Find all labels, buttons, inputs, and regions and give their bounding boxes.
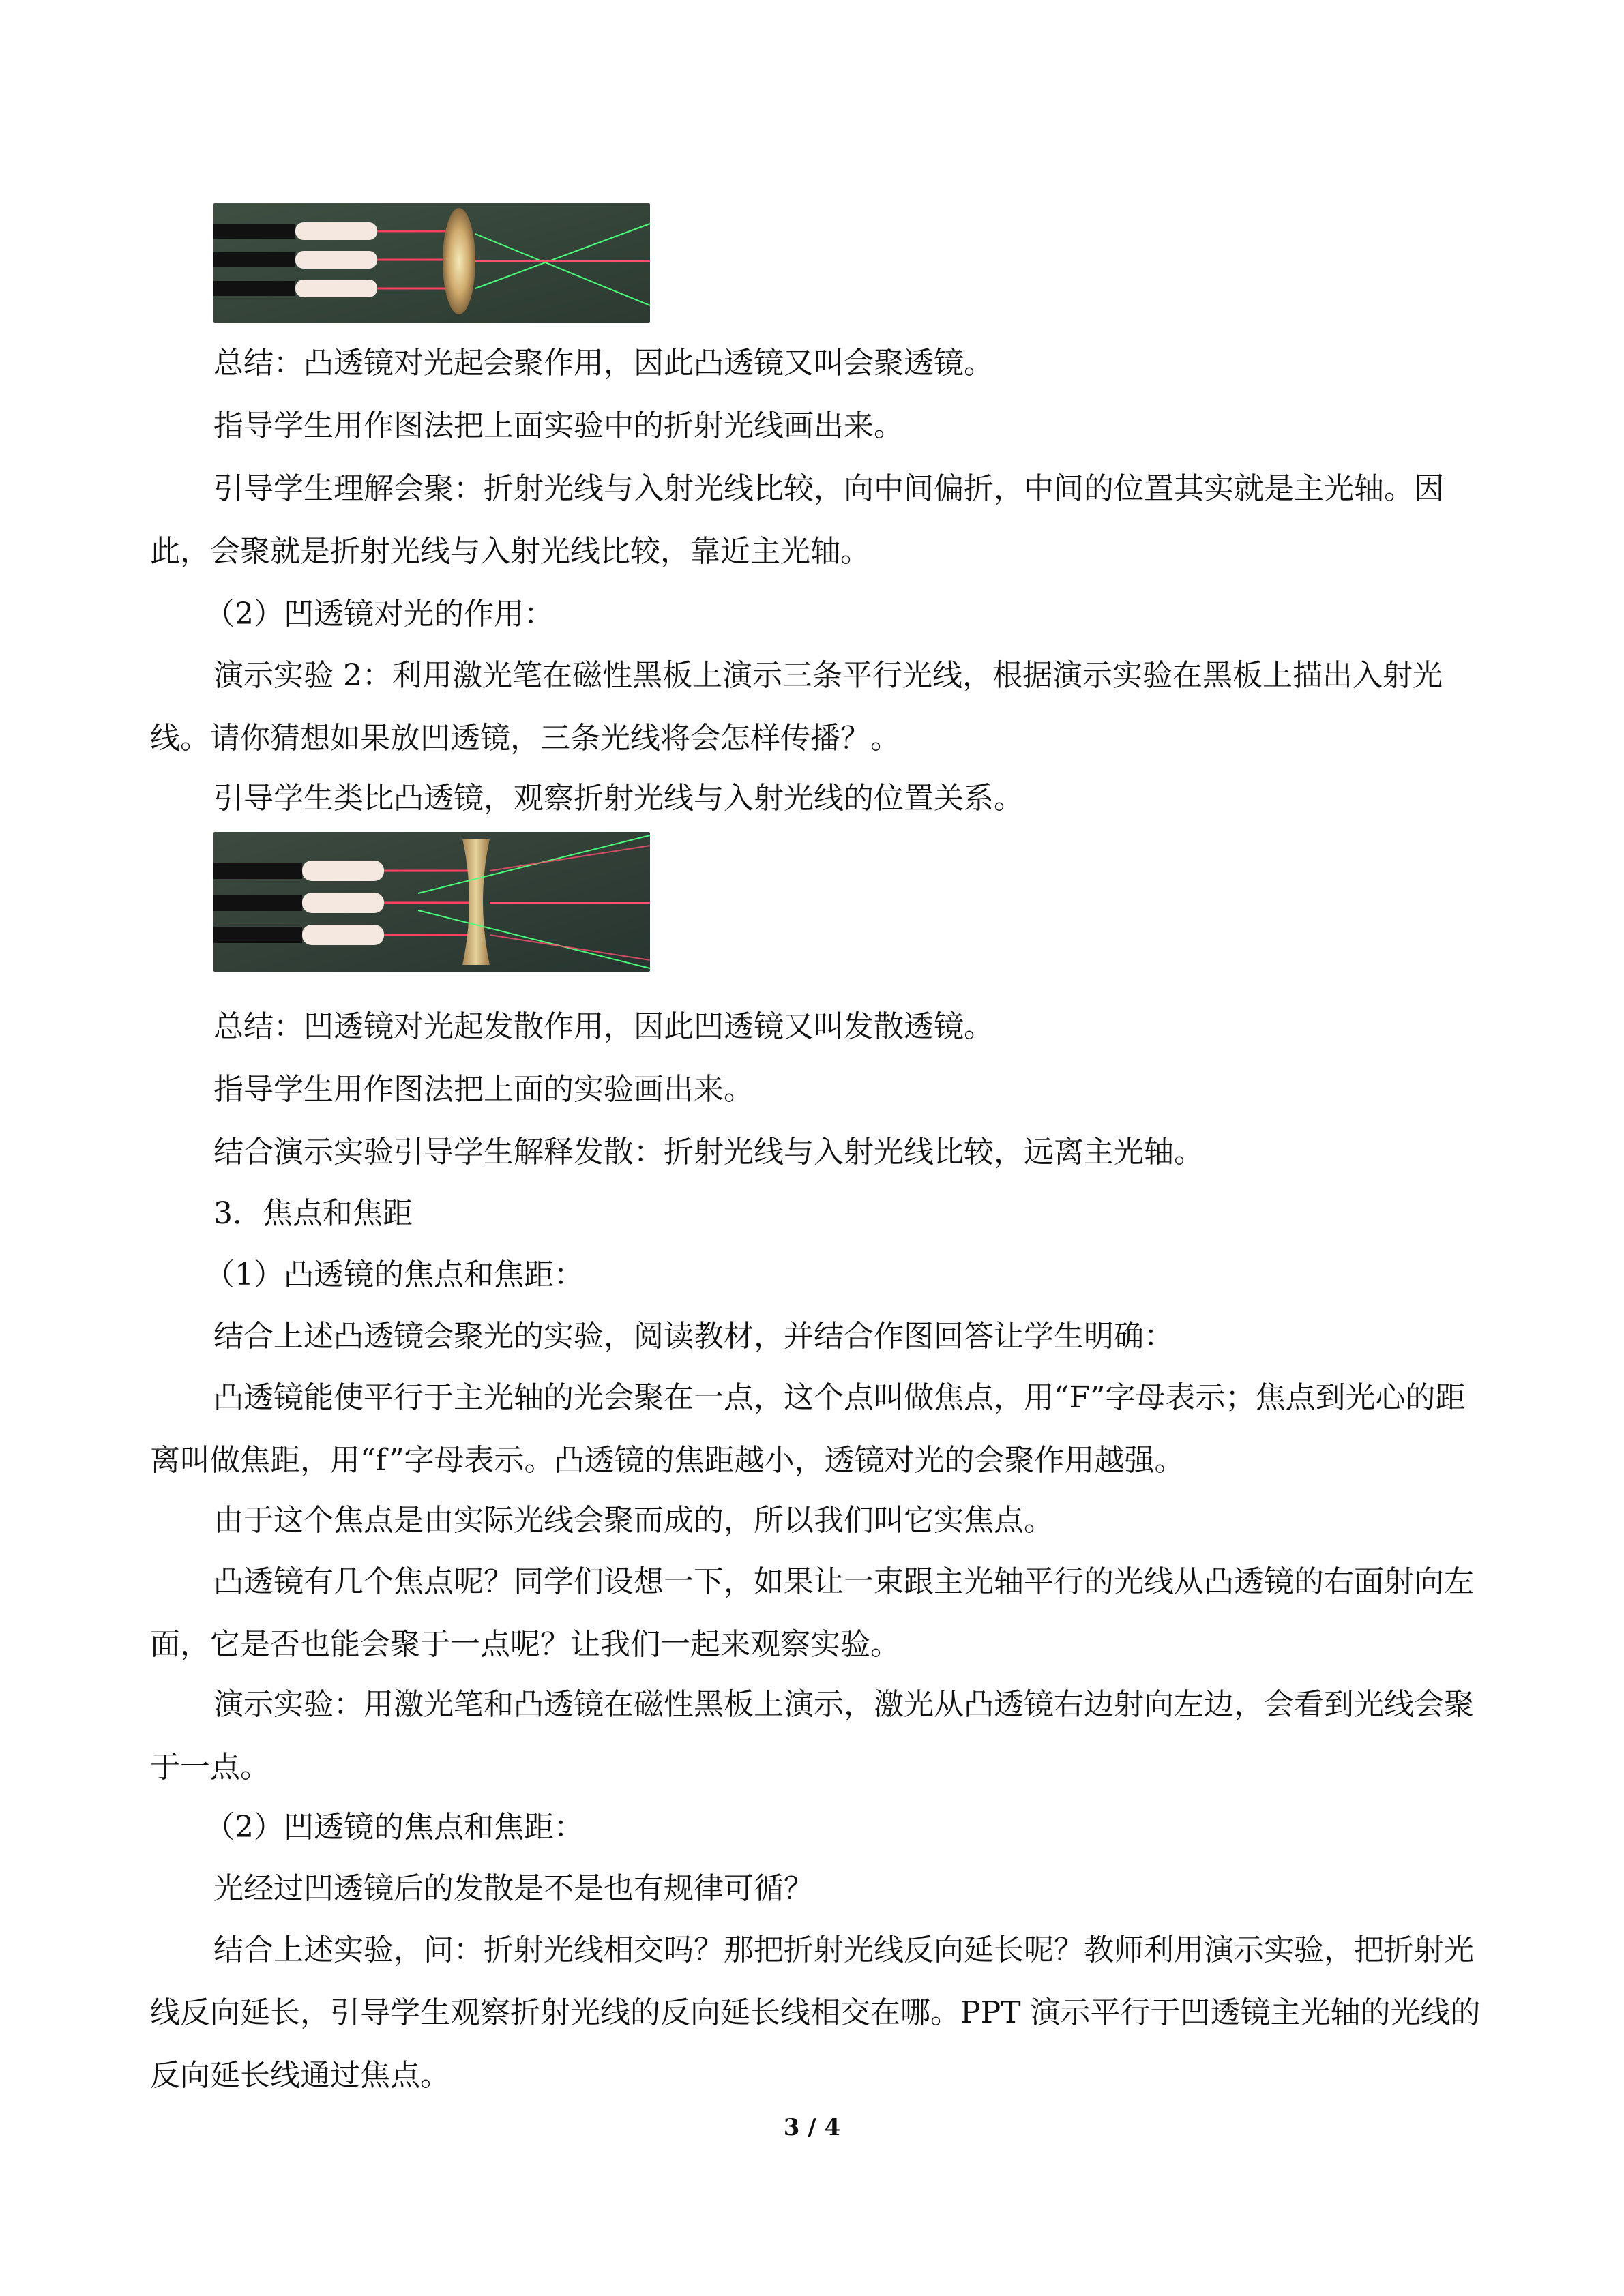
heading-focus-focal-length: 3．焦点和焦距: [213, 1196, 413, 1231]
heading-convex-focus: （1）凸透镜的焦点和焦距：: [205, 1257, 584, 1292]
guide-draw-refraction: 指导学生用作图法把上面实验中的折射光线画出来。: [213, 408, 904, 443]
concave-lens-experiment-photo: [213, 832, 650, 972]
summary-convex: 总结：凸透镜对光起会聚作用，因此凸透镜又叫会聚透镜。: [213, 346, 994, 381]
guide-draw-concave: 指导学生用作图法把上面的实验画出来。: [213, 1072, 754, 1107]
convex-focus-definition: 凸透镜能使平行于主光轴的光会聚在一点，这个点叫做焦点，用“F”字母表示；焦点到光心的距离叫做焦距，用“f”字母表示。凸透镜的焦距越小，透镜对光的会聚作用越强。: [150, 1380, 1466, 1478]
guide-understand-convergence: 引导学生理解会聚：折射光线与入射光线比较，向中间偏折，中间的位置其实就是主光轴。因此，会聚就是折射光线与入射光线比较，靠近主光轴。: [150, 471, 1444, 569]
convex-lens-experiment-photo: [213, 203, 650, 323]
demo-experiment-2: 演示实验 2：利用激光笔在磁性黑板上演示三条平行光线，根据演示实验在黑板上描出入射光线。请你猜想如果放凹透镜，三条光线将会怎样传播？。: [150, 658, 1443, 756]
explain-divergence: 结合演示实验引导学生解释发散：折射光线与入射光线比较，远离主光轴。: [213, 1135, 1204, 1169]
heading-concave-effect: （2）凹透镜对光的作用：: [205, 597, 554, 631]
read-textbook-instruction: 结合上述凸透镜会聚光的实验，阅读教材，并结合作图回答让学生明确：: [213, 1319, 1174, 1354]
guide-compare-concave: 引导学生类比凸透镜，观察折射光线与入射光线的位置关系。: [213, 781, 1024, 816]
summary-concave: 总结：凹透镜对光起发散作用，因此凹透镜又叫发散透镜。: [213, 1009, 994, 1044]
demo-experiment-right-to-left: 演示实验：用激光笔和凸透镜在磁性黑板上演示，激光从凸透镜右边射向左边，会看到光线会聚于一点。: [150, 1687, 1474, 1785]
heading-concave-focus: （2）凹透镜的焦点和焦距：: [205, 1810, 584, 1845]
how-many-foci-question: 凸透镜有几个焦点呢？同学们设想一下，如果让一束跟主光轴平行的光线从凸透镜的右面射向左面，它是否也能会聚于一点呢？让我们一起来观察实验。: [150, 1564, 1474, 1662]
concave-divergence-question: 光经过凹透镜后的发散是不是也有规律可循？: [213, 1871, 814, 1906]
page-number: 3 / 4: [783, 2114, 841, 2141]
reverse-extension-explanation: 结合上述实验，问：折射光线相交吗？那把折射光线反向延长呢？教师利用演示实验，把折射光线反向延长，引导学生观察折射光线的反向延长线相交在哪。PPT 演示平行于凹透镜主光轴的光线的反向延长线通过焦点。: [150, 1933, 1481, 2093]
real-focus-note: 由于这个焦点是由实际光线会聚而成的，所以我们叫它实焦点。: [213, 1503, 1054, 1538]
